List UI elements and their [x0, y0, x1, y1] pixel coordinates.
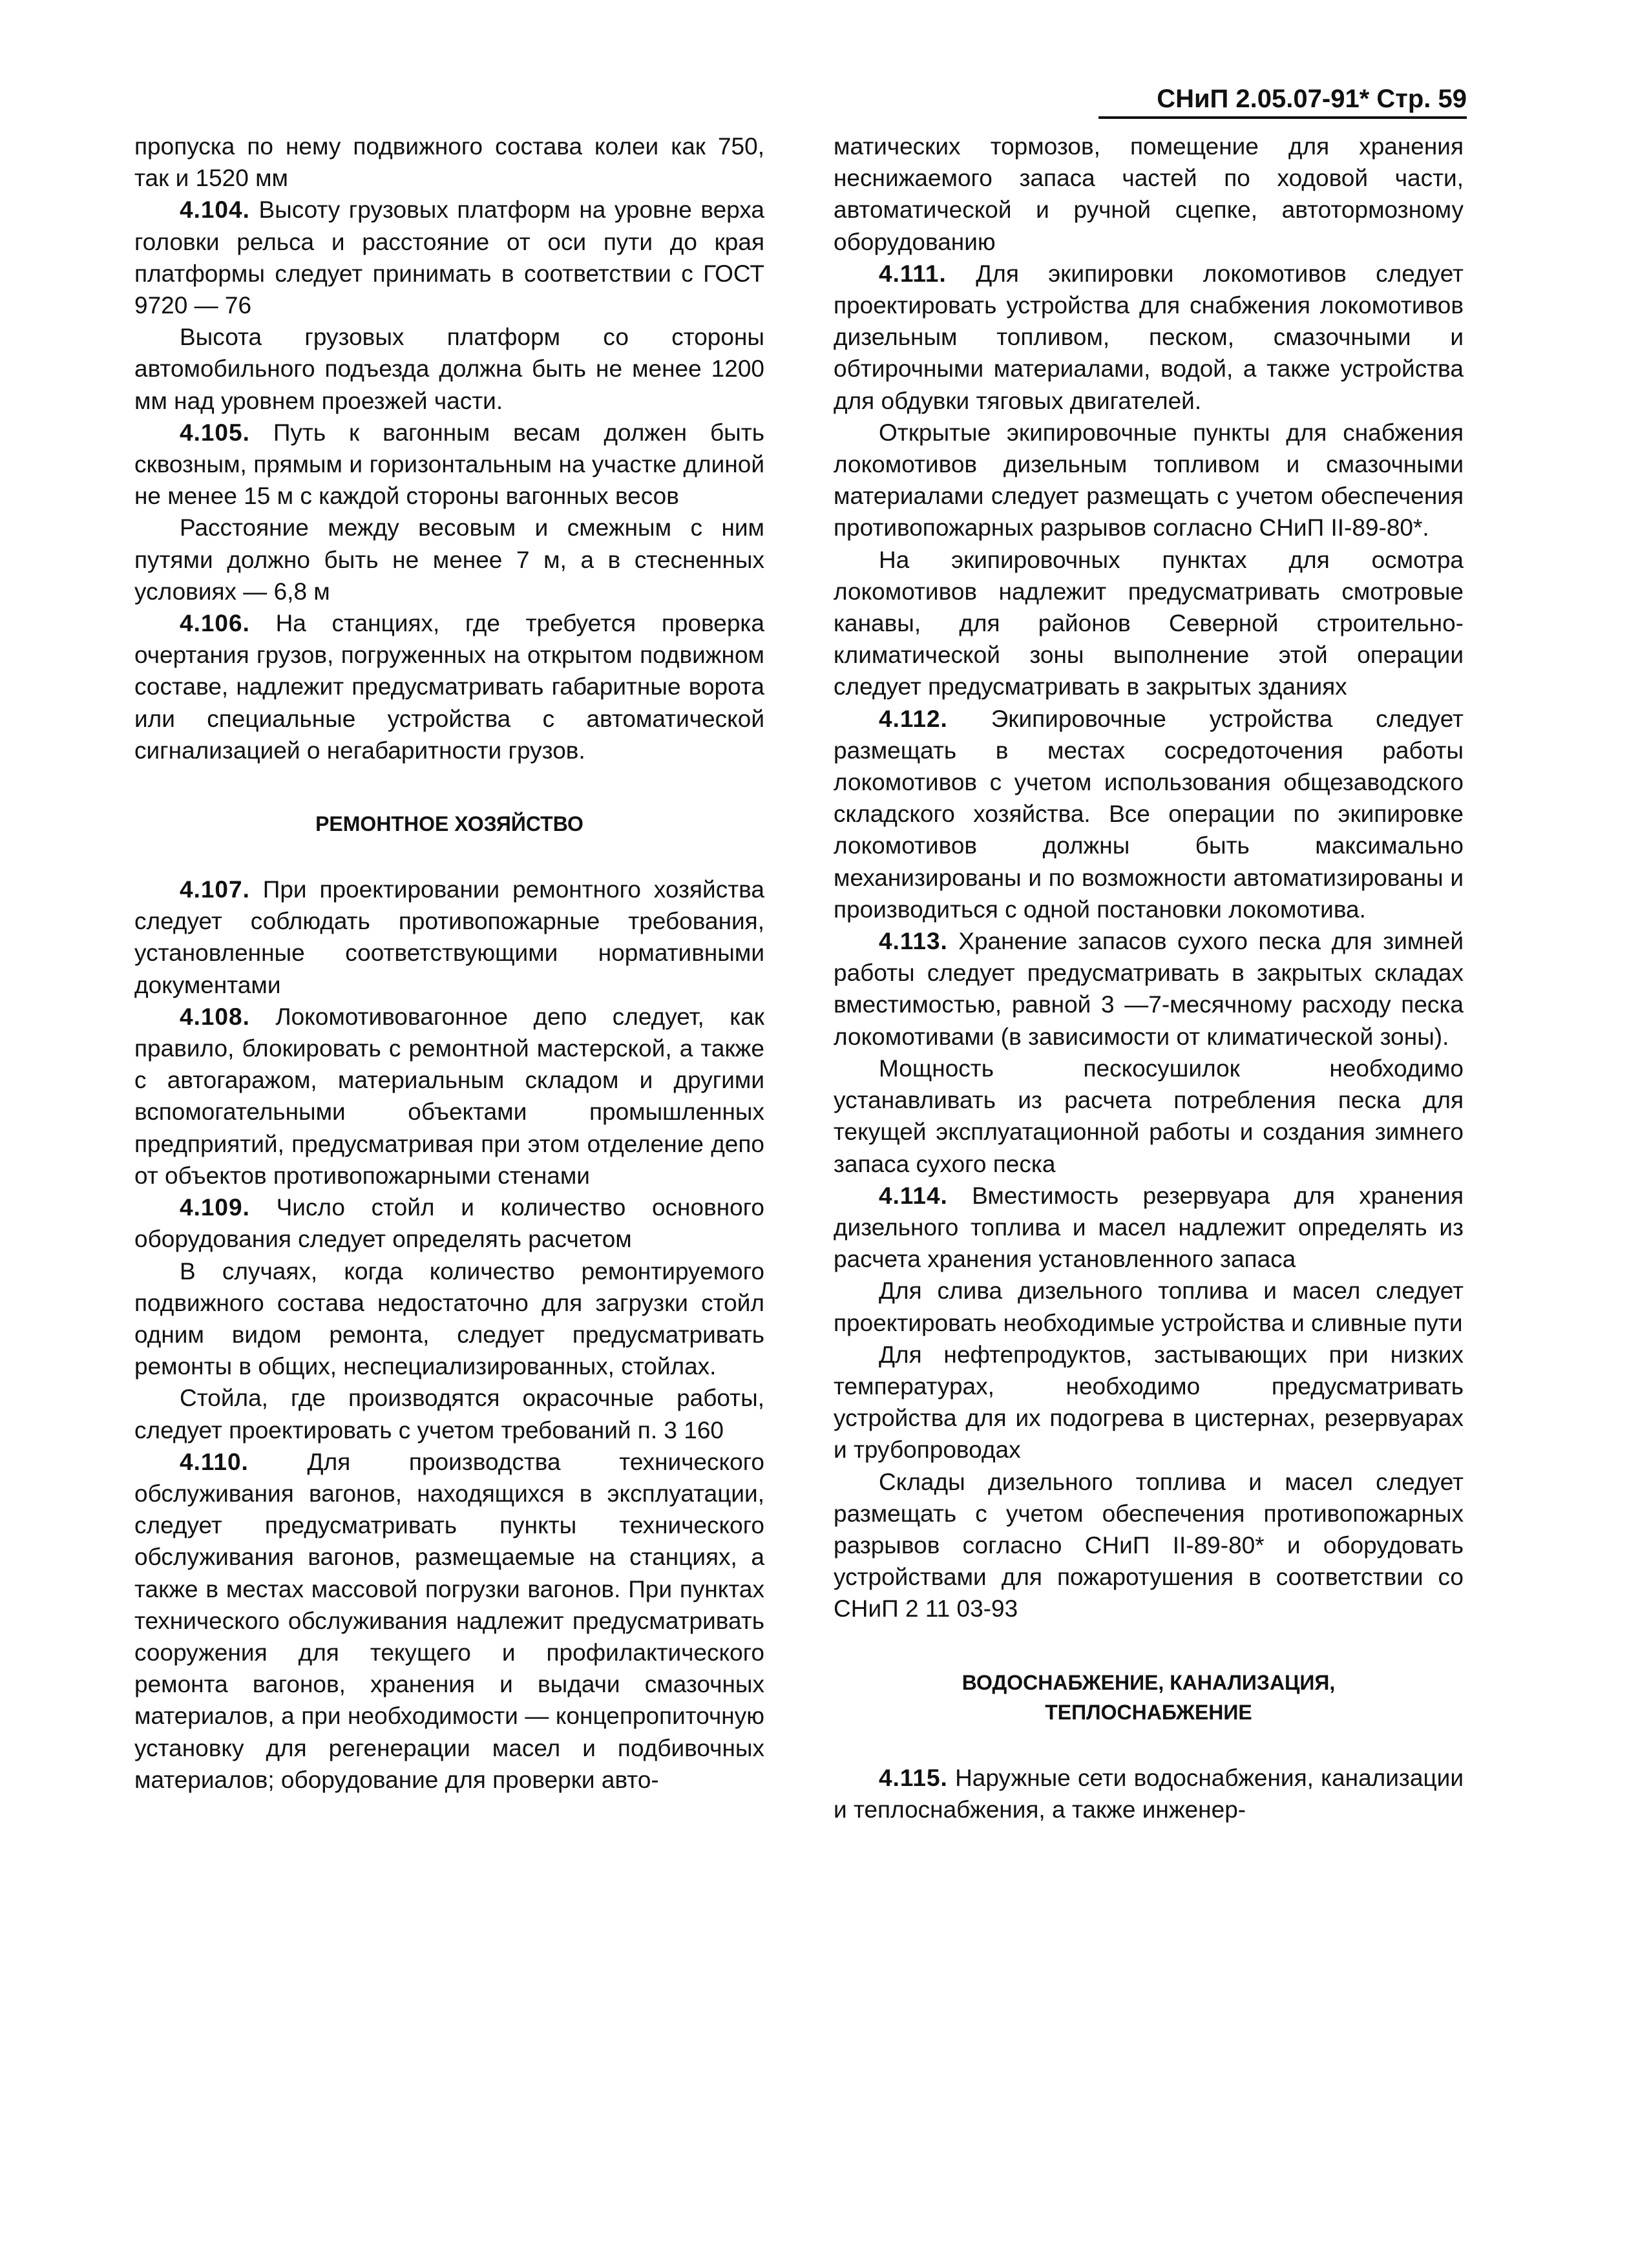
- paragraph: В случаях, когда количество ремонтируемого подвижного состава недостаточно для загрузки стойл одним видом ремонта, следует предусматривать ремонты в общих, неспециализированных, стойлах.: [134, 1257, 764, 1380]
- clause-number: 4.111.: [879, 260, 947, 287]
- clause-4-105: [134, 417, 764, 512]
- clause-text: Вместимость резервуара для хранения дизельного топлива и масел надлежит определять из расчета хранения установленного запаса: [834, 1182, 1464, 1273]
- paragraph: Высота грузовых платформ со стороны автомобильного подъезда должна быть не менее 1200 мм над уровнем проезжей части.: [134, 324, 764, 414]
- clause-4-106: [134, 607, 764, 766]
- clause-4-107: [134, 874, 764, 1001]
- clause-4-109: [134, 1192, 764, 1255]
- paragraph: Стойла, где производятся окрасочные работы, следует проектировать с учетом требований п. 3 160: [134, 1385, 764, 1444]
- paragraph: матических тормозов, помещение для хранения неснижаемого запаса частей по ходовой части, автоматической и ручной сцепке, автотормозному оборудованию: [834, 133, 1464, 255]
- clause-4-108: [134, 1001, 764, 1192]
- clause-number: 4.108.: [180, 1003, 250, 1030]
- paragraph: Мощность пескосушилок необходимо устанавливать из расчета потребления песка для текущей эксплуатационной работы и создания зимнего запаса сухого песка: [834, 1055, 1464, 1177]
- clause-text: Экипировочные устройства следует размещать в местах сосредоточения работы локомотивов с учетом использования общезаводского складского хозяйства. Все операции по экипировке локомотивов должны быть максимально механизированы и по возможности автоматизированы и производиться с одной постановки локомотива.: [834, 705, 1464, 923]
- clause-number: 4.114.: [879, 1182, 948, 1209]
- paragraph: пропуска по нему подвижного состава колеи как 750, так и 1520 мм: [134, 133, 764, 192]
- clause-text: Путь к вагонным весам должен быть сквозным, прямым и горизонтальным на участке длиной не менее 15 м с каждой стороны вагонных весов: [134, 419, 764, 510]
- paragraph: Склады дизельного топлива и масел следует размещать с учетом обеспечения противопожарных разрывов согласно СНиП II-89-80* и оборудовать устройствами для пожаротушения в соответствии со СНиП 2 11 03-93: [834, 1468, 1464, 1622]
- clause-number: 4.110.: [180, 1448, 249, 1475]
- section-title-water: [834, 1668, 1464, 1727]
- clause-text: Хранение запасов сухого песка для зимней работы следует предусматривать в закрытых складах вместимостью, равной 3 —7-месячному расходу песка локомотивами (в зависимости от климатической зоны).: [834, 928, 1464, 1050]
- clause-text: Наружные сети водоснабжения, канализации и теплоснабжения, а также инженер-: [834, 1764, 1464, 1823]
- clause-4-104: [134, 194, 764, 321]
- clause-number: 4.115.: [879, 1764, 948, 1791]
- clause-number: 4.109.: [180, 1194, 250, 1221]
- page-header: СНиП 2.05.07-91* Стр. 59: [1098, 83, 1467, 119]
- clause-number: 4.105.: [180, 419, 250, 446]
- clause-text: Для экипировки локомотивов следует проектировать устройства для снабжения локомотивов дизельным топливом, песком, смазочными и обтирочными материалами, водой, а также устройства для обдувки тяговых двигателей.: [834, 260, 1464, 414]
- clause-text: Число стойл и количество основного оборудования следует определять расчетом: [134, 1194, 764, 1253]
- paragraph: Для нефтепродуктов, застывающих при низких температурах, необходимо предусматривать устройства для их подогрева в цистернах, резервуарах и трубопроводах: [834, 1341, 1464, 1464]
- clause-number: 4.104.: [180, 196, 250, 224]
- clause-text: Локомотивовагонное депо следует, как правило, блокировать с ремонтной мастерской, а также с автогаражом, материальным складом и другими вспомогательными объектами промышленных предприятий, предусматривая при этом отделение депо от объектов противопожарными стенами: [134, 1003, 764, 1189]
- clause-number: 4.113.: [879, 928, 948, 955]
- clause-text: На станциях, где требуется проверка очертания грузов, погруженных на открытом подвижном составе, надлежит предусматривать габаритные ворота или специальные устройства с автоматической сигнализацией о негабаритности грузов.: [134, 610, 765, 764]
- paragraph: На экипировочных пунктах для осмотра локомотивов надлежит предусматривать смотровые канавы, для районов Северной строительно-климатической зоны выполнение этой операции следует предусматривать в закрытых зданиях: [834, 546, 1464, 700]
- clause-number: 4.107.: [180, 876, 250, 903]
- left-column: [134, 131, 764, 1796]
- clause-text: Для производства технического обслуживания вагонов, находящихся в эксплуатации, следует предусматривать пункты технического обслуживания вагонов, размещаемые на станциях, а также в местах массовой погрузки вагонов. При пунктах технического обслуживания надлежит предусматривать сооружения для текущего и профилактического ремонта вагонов, хранения и выдачи смазочных материалов, а при необходимости — концепропиточную установку для регенерации масел и подбивочных материалов; оборудование для проверки авто-: [134, 1448, 764, 1793]
- section-title-line: ТЕПЛОСНАБЖЕНИЕ: [1045, 1700, 1252, 1724]
- clause-4-112: [834, 703, 1464, 925]
- section-title-repair: РЕМОНТНОЕ ХОЗЯЙСТВО: [315, 812, 583, 836]
- clause-number: 4.112.: [879, 705, 948, 732]
- paragraph: Для слива дизельного топлива и масел следует проектировать необходимые устройства и сливные пути: [834, 1277, 1464, 1336]
- right-column: [834, 131, 1464, 1825]
- clause-4-114: [834, 1180, 1464, 1276]
- section-title-line: ВОДОСНАБЖЕНИЕ, КАНАЛИЗАЦИЯ,: [961, 1670, 1336, 1694]
- clause-4-111: [834, 258, 1464, 417]
- clause-text: При проектировании ремонтного хозяйства следует соблюдать противопожарные требования, установленные соответствующими нормативными документами: [134, 876, 764, 998]
- clause-number: 4.106.: [180, 610, 250, 637]
- clause-4-113: [834, 925, 1464, 1053]
- paragraph: Открытые экипировочные пункты для снабжения локомотивов дизельным топливом и смазочными материалами следует размещать с учетом обеспечения противопожарных разрывов согласно СНиП II-89-80*.: [834, 419, 1464, 541]
- paragraph: Расстояние между весовым и смежным с ним путями должно быть не менее 7 м, а в стесненных условиях — 6,8 м: [134, 514, 764, 605]
- clause-text: Высоту грузовых платформ на уровне верха головки рельса и расстояние от оси пути до края платформы следует принимать в соответствии с ГОСТ 9720 — 76: [134, 196, 764, 319]
- clause-4-115: [834, 1762, 1464, 1825]
- clause-4-110: [134, 1446, 764, 1796]
